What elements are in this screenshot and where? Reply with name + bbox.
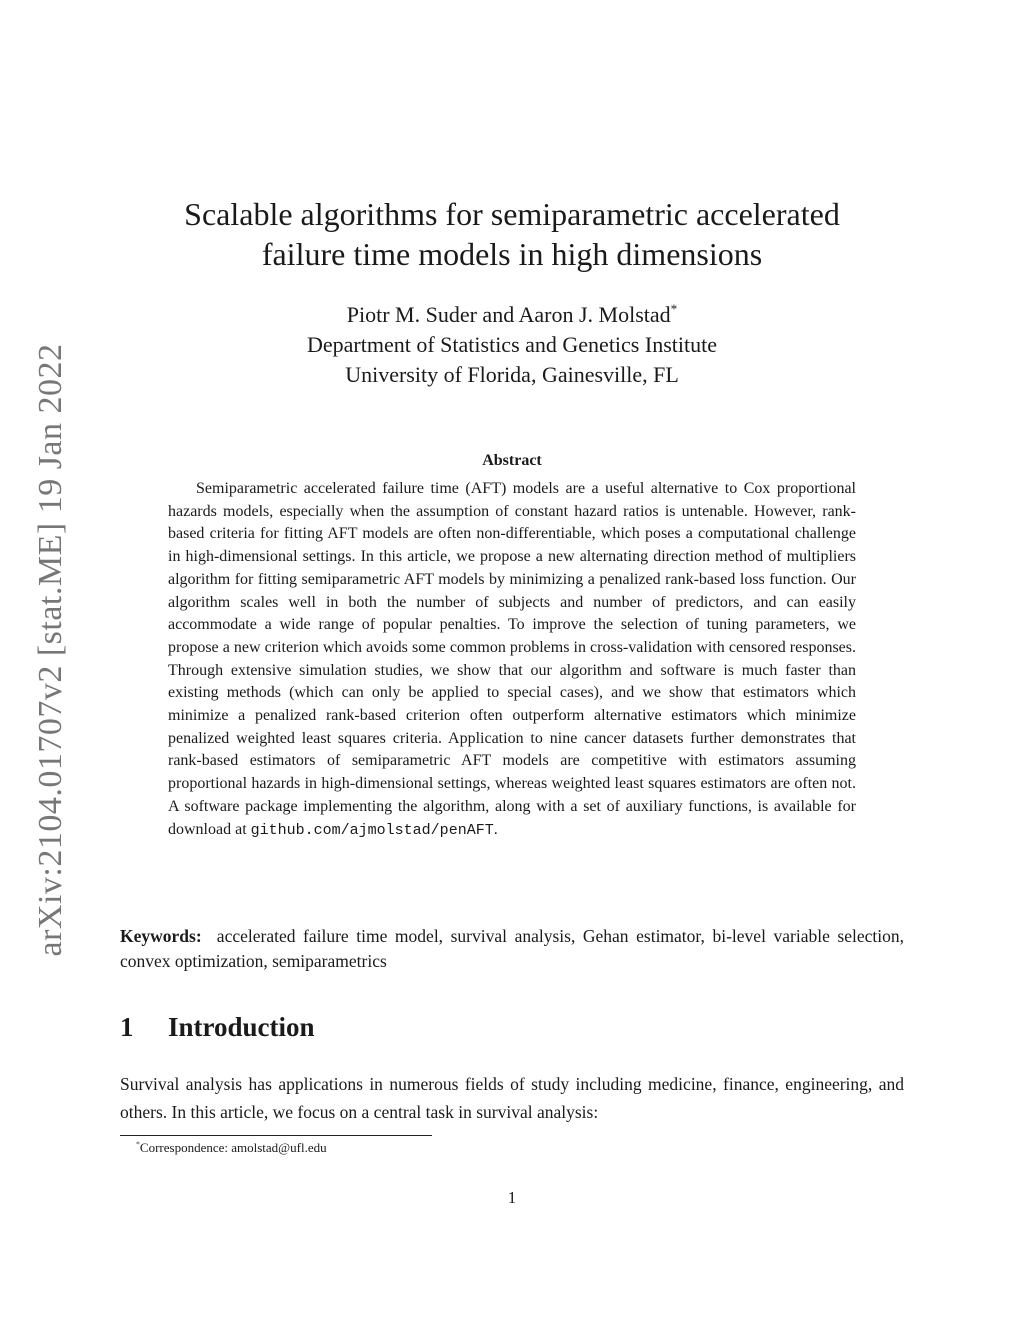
abstract-heading: Abstract [482,452,542,469]
affiliation-line-1: Department of Statistics and Genetics Institute [307,332,717,357]
author-names-line [100,300,924,330]
author-footnote-mark: * [670,301,678,317]
author-names: Piotr M. Suder and Aaron J. Molstad [346,302,671,327]
paper-title [100,194,924,274]
keywords-label: Keywords: [120,926,202,946]
keywords-block [120,924,904,974]
title-line-1: Scalable algorithms for semiparametric accelerated [184,196,840,232]
title-line-2: failure time models in high dimensions [261,236,763,272]
section-number: 1 [120,1012,134,1042]
keywords-text: accelerated failure time model, survival analysis, Gehan estimator, bi-level variable selection, convex optimization, semiparametrics [120,926,904,971]
abstract-end-period: . [493,820,498,838]
abstract-text: Semiparametric accelerated failure time (AFT) models are a useful alternative to Cox proportional hazards models, especially when the assumption of constant hazard ratios is untenable. However, rank-based criteria for fitting AFT models are often non-differentiable, which poses a computational challenge in high-dimensional settings. In this article, we propose a new alternating direction method of multipliers algorithm for fitting semiparametric AFT models by minimizing a penalized rank-based loss function. Our algorithm scales well in both the number of subjects and number of predictors, and can easily accommodate a wide range of popular penalties. To improve the selection of tuning parameters, we propose a new criterion which avoids some common problems in cross-validation with censored responses. Through extensive simulation studies, we show that our algorithm and software is much faster than existing methods (which can only be applied to special cases), and we show that estimators which minimize a penalized rank-based criterion often outperform alternative estimators which minimize penalized weighted least squares criteria. Application to nine cancer datasets further demonstrates that rank-based estimators of semiparametric AFT models are competitive with estimators assuming proportional hazards in high-dimensional settings, whereas weighted least squares estimators are often not. A software package implementing the algorithm, along with a set of auxiliary functions, is available for download at [168,480,856,838]
footnote-mark: * [136,1139,140,1149]
abstract-github-link: github.com/ajmolstad/penAFT [250,821,494,839]
affiliation-line-2: University of Florida, Gainesville, FL [345,362,679,387]
section-title: Introduction [168,1012,315,1042]
author-block [100,300,924,390]
section-heading [120,1012,315,1043]
page-number: 1 [507,1188,517,1207]
footnote-rule [120,1135,432,1136]
abstract-body [168,478,856,842]
intro-paragraph: Survival analysis has applications in numerous fields of study including medicine, finance, engineering, and others. In this article, we focus on a central task in survival analysis: [120,1074,904,1122]
arxiv-stamp: arXiv:2104.01707v2 [stat.ME] 19 Jan 2022 [32,343,69,957]
footnote [136,1140,327,1156]
footnote-text: Correspondence: amolstad@ufl.edu [139,1140,327,1155]
